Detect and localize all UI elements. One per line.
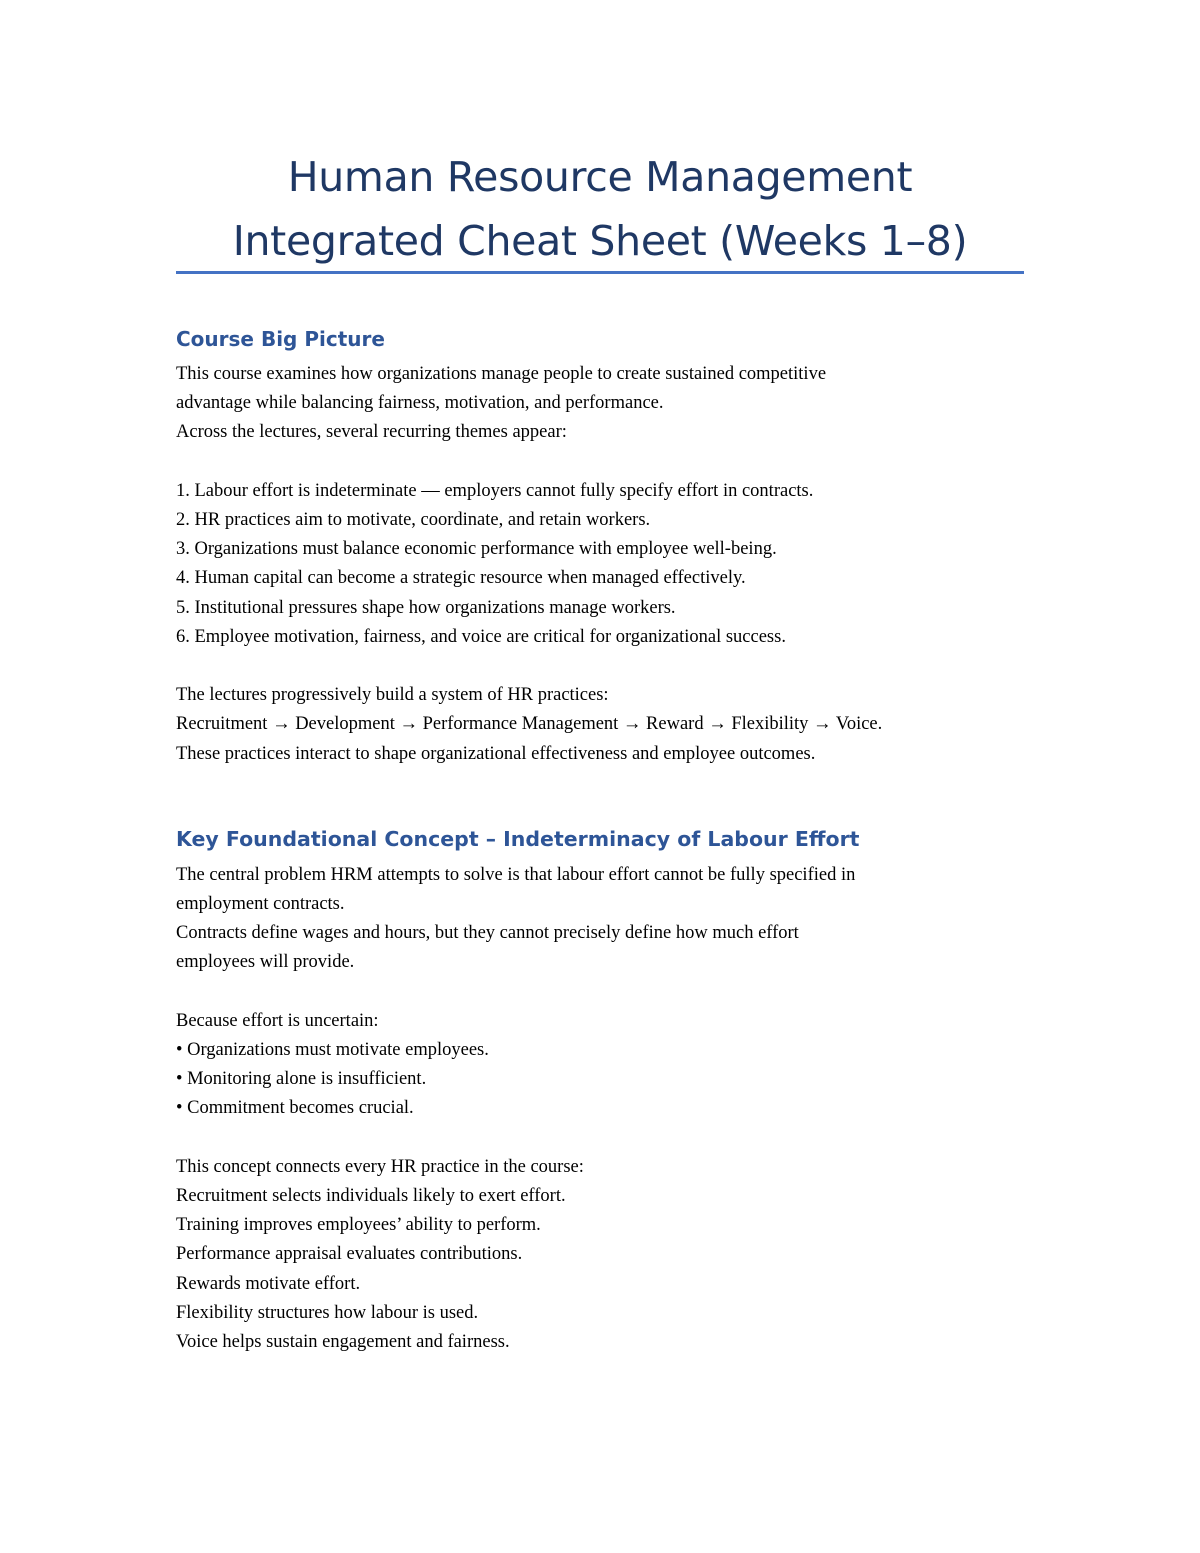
title-line-2: Integrated Cheat Sheet (Weeks 1–8) xyxy=(232,217,968,265)
paragraph-spacer xyxy=(176,652,1026,681)
list-item: 6. Employee motivation, fairness, and voice are critical for organizational success. xyxy=(176,626,786,647)
section-heading: Key Foundational Concept – Indeterminacy of Labour Effort xyxy=(176,826,860,851)
section-spacer xyxy=(176,769,1026,817)
body-line: This concept connects every HR practice in the course: xyxy=(176,1156,584,1177)
body-line: Across the lectures, several recurring themes appear: xyxy=(176,422,567,443)
body-line: advantage while balancing fairness, motivation, and performance. xyxy=(176,393,664,414)
body-line: This course examines how organizations manage people to create sustained competitive xyxy=(176,364,827,384)
list-item: Training improves employees’ ability to perform. xyxy=(176,1215,541,1236)
list-item: Rewards motivate effort. xyxy=(176,1273,361,1294)
document-body xyxy=(176,318,1026,1357)
section-foundational-concept xyxy=(176,817,1026,1357)
list-item: 5. Institutional pressures shape how organizations manage workers. xyxy=(176,597,676,618)
list-item: Flexibility structures how labour is used. xyxy=(176,1302,479,1323)
paragraph-spacer xyxy=(176,1124,1026,1153)
title-line-1: Human Resource Management xyxy=(287,153,913,201)
body-line: Recruitment → Development → Performance Management → Reward → Flexibility → Voice. xyxy=(176,714,883,735)
list-item: Performance appraisal evaluates contributions. xyxy=(176,1244,523,1265)
body-line: employment contracts. xyxy=(176,894,345,915)
section-heading: Course Big Picture xyxy=(176,327,385,351)
list-item: 1. Labour effort is indeterminate — employers cannot fully specify effort in contracts. xyxy=(176,480,814,501)
body-line: Because effort is uncertain: xyxy=(176,1010,379,1031)
body-line: These practices interact to shape organizational effectiveness and employee outcomes. xyxy=(176,743,816,764)
paragraph-spacer xyxy=(176,978,1026,1007)
bullet-list xyxy=(176,1036,1026,1124)
title-underline xyxy=(176,271,1024,274)
themes-list xyxy=(176,477,1026,652)
paragraph-spacer xyxy=(176,448,1026,477)
list-item: Recruitment selects individuals likely to exert effort. xyxy=(176,1186,566,1207)
list-item: 2. HR practices aim to motivate, coordinate, and retain workers. xyxy=(176,510,651,530)
body-line: Contracts define wages and hours, but they cannot precisely define how much effort xyxy=(176,923,799,944)
list-item: • Monitoring alone is insufficient. xyxy=(176,1069,427,1090)
list-item: 4. Human capital can become a strategic resource when managed effectively. xyxy=(176,568,746,589)
list-item: Voice helps sustain engagement and fairness. xyxy=(176,1332,510,1353)
document-title xyxy=(176,145,1024,273)
body-line: The lectures progressively build a system of HR practices: xyxy=(176,685,609,706)
body-line: employees will provide. xyxy=(176,952,355,973)
body-line: The central problem HRM attempts to solve is that labour effort cannot be fully specified in xyxy=(176,864,856,885)
list-item: • Commitment becomes crucial. xyxy=(176,1098,414,1119)
list-item: 3. Organizations must balance economic performance with employee well-being. xyxy=(176,539,777,560)
list-item: • Organizations must motivate employees. xyxy=(176,1040,489,1061)
practices-list xyxy=(176,1182,1026,1357)
section-course-big-picture xyxy=(176,318,1026,769)
